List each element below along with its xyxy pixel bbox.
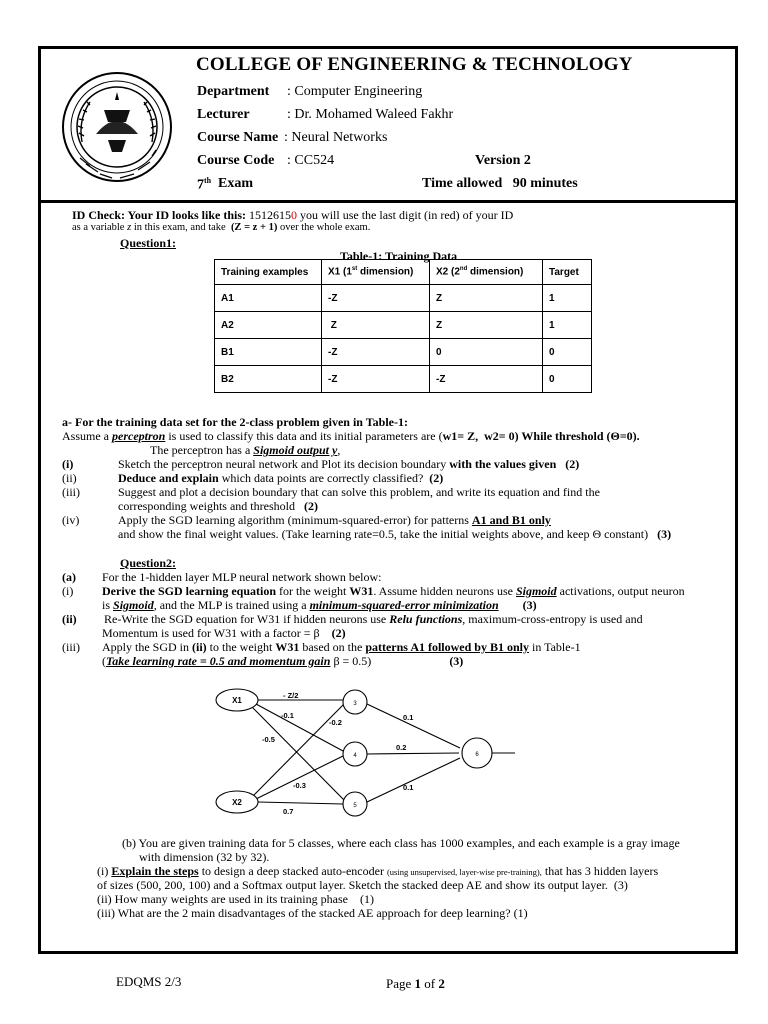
assume-line: Assume a perceptron is used to classify this data and its initial parameters are (w1= Z, w2= 0) While threshold (Θ=0). bbox=[62, 429, 640, 443]
table-cell: Z bbox=[322, 312, 430, 339]
table-cell: -Z bbox=[322, 366, 430, 393]
table-cell: 0 bbox=[430, 339, 543, 366]
q1-item-num: (iv) bbox=[62, 513, 80, 527]
node-label: 6 bbox=[475, 752, 479, 758]
table-cell: B2 bbox=[215, 366, 322, 393]
q2-i-line1: Derive the SGD learning equation for the weight W31. Assume hidden neurons use Sigmoid activations, output neuron bbox=[102, 584, 685, 598]
table-cell: -Z bbox=[322, 339, 430, 366]
q2-ii-line2: Momentum is used for W31 with a factor = β (2) bbox=[102, 626, 346, 640]
table-cell: A1 bbox=[215, 285, 322, 312]
q1-item-i: Sketch the perceptron neural network and Plot its decision boundary with the values given (2) bbox=[118, 457, 580, 471]
table-header-cell: X2 (2nd dimension) bbox=[430, 260, 543, 285]
edge-4-6 bbox=[367, 753, 459, 754]
q2-i-num: (i) bbox=[62, 584, 74, 598]
edge-x2-5 bbox=[258, 802, 343, 804]
id-check-line1: ID Check: Your ID looks like this: 15126150 you will use the last digit (in red) of your ID bbox=[72, 208, 514, 222]
q1-item-ii: Deduce and explain which data points are correctly classified? (2) bbox=[118, 471, 444, 485]
table-cell: 1 bbox=[543, 312, 592, 339]
q2-a-text: For the 1-hidden layer MLP neural network shown below: bbox=[102, 570, 382, 584]
weight-label: 0.7 bbox=[283, 807, 294, 816]
weight-label: -0.2 bbox=[329, 718, 342, 727]
q2-iii-line2: (Take learning rate = 0.5 and momentum gain β = 0.5) (3) bbox=[102, 654, 464, 668]
table-caption: Table-1: Training Data bbox=[340, 249, 458, 263]
q1-item-num: (i) bbox=[62, 457, 74, 471]
weight-label: -0.1 bbox=[281, 711, 294, 720]
table-header-cell: Training examples bbox=[215, 260, 322, 285]
q2-b-i-line2: of sizes (500, 200, 100) and a Softmax output layer. Sketch the stacked deep AE and show its output layer. (3) bbox=[97, 878, 628, 892]
question2-title: Question2: bbox=[120, 556, 177, 570]
q1-item-iii-cont: corresponding weights and threshold (2) bbox=[118, 499, 318, 513]
weight-label: 0.1 bbox=[403, 783, 414, 792]
q2-i-line2: is Sigmoid, and the MLP is trained using a minimum-squared-error minimization (3) bbox=[102, 598, 537, 612]
time-allowed: Time allowed 90 minutes bbox=[422, 176, 578, 191]
node-label: 5 bbox=[353, 803, 357, 809]
q2-iii-line1: Apply the SGD in (ii) to the weight W31 based on the patterns A1 followed by B1 only in Table-1 bbox=[102, 640, 581, 654]
course-code-value: : CC524 bbox=[287, 153, 335, 168]
table-row bbox=[215, 339, 592, 366]
q2-ii-num: (ii) bbox=[62, 612, 77, 626]
q2-b-iii: (iii) What are the 2 main disadvantages of the stacked AE approach for deep learning? (1) bbox=[97, 906, 528, 920]
q1-item-iv: Apply the SGD learning algorithm (minimum-squared-error) for patterns A1 and B1 only bbox=[118, 513, 551, 527]
edge-3-6 bbox=[367, 704, 460, 748]
q2-ii-line1: Re-Write the SGD equation for W31 if hidden neurons use Relu functions, maximum-cross-entropy is used and bbox=[104, 612, 643, 626]
weight-label: 0.2 bbox=[396, 743, 407, 752]
course-name-value: : Neural Networks bbox=[284, 130, 388, 145]
table-row bbox=[215, 285, 592, 312]
node-label: 3 bbox=[353, 701, 357, 707]
version: Version 2 bbox=[475, 153, 531, 168]
q1-item-num: (ii) bbox=[62, 471, 77, 485]
table-cell: Z bbox=[430, 312, 543, 339]
weight-label: -0.3 bbox=[293, 781, 306, 790]
q2-a-num: (a) bbox=[62, 570, 76, 584]
weight-label: -0.5 bbox=[262, 735, 275, 744]
table-header-cell: Target bbox=[543, 260, 592, 285]
course-code-label: Course Code bbox=[197, 153, 275, 168]
weight-label: - Z/2 bbox=[283, 691, 299, 700]
weight-label: 0.1 bbox=[403, 713, 414, 722]
exam-number: 7th bbox=[197, 176, 212, 193]
department-label: Department bbox=[197, 84, 270, 99]
table-cell: 1 bbox=[543, 285, 592, 312]
node-label: X2 bbox=[232, 798, 242, 807]
table-cell: 0 bbox=[543, 339, 592, 366]
table-header-cell: X1 (1st dimension) bbox=[322, 260, 430, 285]
q1-item-iii: Suggest and plot a decision boundary that can solve this problem, and write its equation and find the bbox=[118, 485, 600, 499]
part-a-heading: a- For the training data set for the 2-class problem given in Table-1: bbox=[62, 415, 408, 429]
footer-code: EDQMS 2/3 bbox=[116, 974, 182, 989]
mlp-network-diagram bbox=[215, 686, 525, 826]
edge-5-6 bbox=[367, 758, 460, 802]
course-name-label: Course Name bbox=[197, 130, 279, 145]
node-label: 4 bbox=[353, 753, 357, 759]
q2-iii-num: (iii) bbox=[62, 640, 80, 654]
page-number: Page 1 of 2 bbox=[386, 976, 445, 991]
header-divider bbox=[38, 200, 738, 203]
edge-x2-4 bbox=[256, 756, 343, 799]
table-cell: B1 bbox=[215, 339, 322, 366]
question1-title: Question1: bbox=[120, 236, 177, 250]
id-check-line2: as a variable z in this exam, and take (Z = z + 1) over the whole exam. bbox=[72, 222, 371, 233]
table-cell: -Z bbox=[430, 366, 543, 393]
lecturer-value: : Dr. Mohamed Waleed Fakhr bbox=[287, 107, 454, 122]
department-value: : Computer Engineering bbox=[287, 84, 423, 99]
q1-item-iv-cont: and show the final weight values. (Take learning rate=0.5, take the initial weights above, and keep Θ constant) (3) bbox=[118, 527, 672, 541]
table-cell: 0 bbox=[543, 366, 592, 393]
table-cell: Z bbox=[430, 285, 543, 312]
table-row bbox=[215, 366, 592, 393]
lecturer-label: Lecturer bbox=[197, 107, 250, 122]
q2-b-line1: (b) You are given training data for 5 classes, where each class has 1000 examples, and each example is a gray image bbox=[122, 836, 680, 850]
table-row bbox=[215, 312, 592, 339]
table-header-row bbox=[215, 260, 592, 285]
q1-item-num: (iii) bbox=[62, 485, 80, 499]
table-cell: A2 bbox=[215, 312, 322, 339]
college-title: COLLEGE OF ENGINEERING & TECHNOLOGY bbox=[196, 54, 633, 75]
exam-label: Exam bbox=[218, 176, 253, 191]
sigmoid-line: The perceptron has a Sigmoid output y, bbox=[150, 443, 341, 457]
training-data-table bbox=[214, 259, 592, 393]
node-label: X1 bbox=[232, 696, 242, 705]
q2-b-line2: with dimension (32 by 32). bbox=[139, 850, 270, 864]
table-cell: -Z bbox=[322, 285, 430, 312]
university-seal-logo bbox=[60, 70, 174, 184]
q2-b-ii: (ii) How many weights are used in its training phase (1) bbox=[97, 892, 374, 906]
q2-b-i-line1: (i) Explain the steps to design a deep stacked auto-encoder (using unsupervised, layer-wise pre-training), that has 3 hidden layers bbox=[97, 864, 659, 878]
